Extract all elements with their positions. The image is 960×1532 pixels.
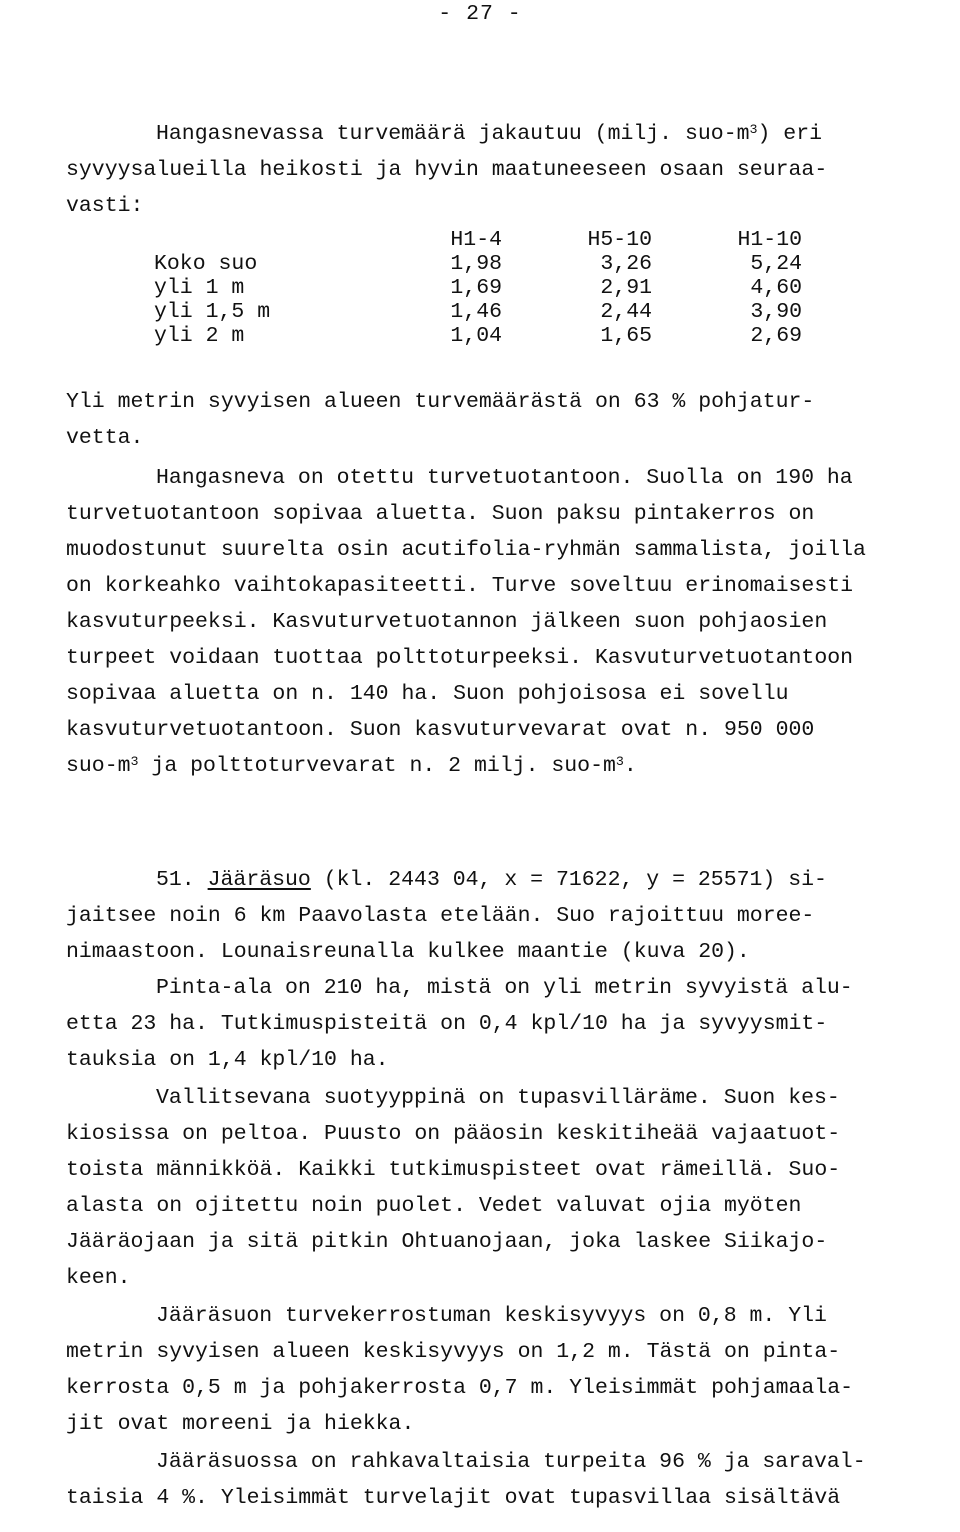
- text-line: alasta on ojitettu noin puolet. Vedet valuvat ojia myöten: [66, 1194, 802, 1218]
- text-line: jit ovat moreeni ja hiekka.: [66, 1412, 415, 1436]
- table-header-cell: H1-10: [737, 228, 802, 252]
- text-line: jaitsee noin 6 km Paavolasta etelään. Suo rajoittuu moree-: [66, 904, 815, 928]
- table-cell: 1,65: [600, 324, 652, 348]
- hangasneva-paragraph: [66, 460, 960, 784]
- turvelajit-paragraph: [66, 1444, 960, 1516]
- text-line: on korkeahko vaihtokapasiteetti. Turve soveltuu erinomaisesti: [66, 574, 854, 598]
- table-cell: 2,44: [600, 300, 652, 324]
- text-line: Yli metrin syvyisen alueen turvemäärästä on 63 % pohjatur-: [66, 390, 815, 414]
- table-cell: 1,69: [450, 276, 502, 300]
- text-line: suo-$m^3$ ja polttoturvevarat n. 2 milj. suo-$m^3$.: [66, 754, 637, 778]
- text-line: metrin syvyisen alueen keskisyvyys on 1,2 m. Tästä on pinta-: [66, 1340, 841, 1364]
- text-line: toista männikköä. Kaikki tutkimuspisteet ovat rämeillä. Suo-: [66, 1158, 841, 1182]
- table-cell: 1,04: [450, 324, 502, 348]
- text-line: keen.: [66, 1266, 131, 1290]
- page-number: - 27 -: [438, 2, 522, 26]
- text-line: Jääräojaan ja sitä pitkin Ohtuanojaan, joka laskee Siikajo-: [66, 1230, 828, 1254]
- table-row: [154, 300, 802, 324]
- table-header-cell: H1-4: [450, 228, 502, 252]
- text-line: Jääräsuossa on rahkavaltaisia turpeita 96 % ja saraval-: [156, 1450, 866, 1474]
- text-line: Vallitsevana suotyyppinä on tupasvilläräme. Suon kes-: [156, 1086, 840, 1110]
- table-cell: yli 1,5 m: [154, 300, 271, 324]
- table-header-cell: H5-10: [587, 228, 652, 252]
- text-line: kasvuturvetuotantoon. Suon kasvuturvevarat ovat n. 950 000: [66, 718, 815, 742]
- pohjaturve-paragraph: [66, 384, 960, 456]
- text-line: vetta.: [66, 426, 144, 450]
- text-line: Pinta-ala on 210 ha, mistä on yli metrin syvyistä alu-: [156, 976, 853, 1000]
- text-line: kasvuturpeeksi. Kasvuturvetuotannon jälkeen suon pohjaosien: [66, 610, 828, 634]
- text-line: kerrosta 0,5 m ja pohjakerrosta 0,7 m. Yleisimmät pohjamaala-: [66, 1376, 854, 1400]
- table-cell: 2,91: [600, 276, 652, 300]
- table-cell: yli 2 m: [154, 324, 245, 348]
- table-cell: 3,26: [600, 252, 652, 276]
- table-cell: 4,60: [750, 276, 802, 300]
- table-row: [154, 252, 802, 276]
- table-cell: 2,69: [750, 324, 802, 348]
- table-cell: Koko suo: [154, 252, 258, 276]
- text-line: Jääräsuon turvekerrostuman keskisyvyys on 0,8 m. Yli: [156, 1304, 827, 1328]
- text-line: muodostunut suurelta osin acutifolia-ryhmän sammalista, joilla: [66, 538, 866, 562]
- table-header-cell: [154, 228, 334, 252]
- peat-volume-table: [154, 228, 802, 348]
- suotyyppi-paragraph: [66, 1080, 960, 1296]
- table-row: [154, 324, 802, 348]
- section-number: 51.: [156, 868, 208, 892]
- table-cell: 3,90: [750, 300, 802, 324]
- intro-paragraph: [66, 116, 960, 224]
- table-cell: 1,98: [450, 252, 502, 276]
- text-line: turpeet voidaan tuottaa polttoturpeeksi. Kasvuturvetuotantoon: [66, 646, 854, 670]
- text-line: syvyysalueilla heikosti ja hyvin maatuneeseen osaan seuraa-: [66, 158, 828, 182]
- turvekerrostuma-paragraph: [66, 1298, 960, 1442]
- text-line: sopivaa aluetta on n. 140 ha. Suon pohjoisosa ei sovellu: [66, 682, 789, 706]
- text-line: vasti:: [66, 194, 144, 218]
- table-cell: 1,46: [450, 300, 502, 324]
- section-heading-line: 51. Jääräsuo (kl. 2443 04, x = 71622, y = 25571) si-: [156, 868, 827, 892]
- text-line: etta 23 ha. Tutkimuspisteitä on 0,4 kpl/10 ha ja syvyysmit-: [66, 1012, 828, 1036]
- table-row: [154, 276, 802, 300]
- section-title: Jääräsuo: [207, 868, 311, 892]
- text-line: taisia 4 %. Yleisimmät turvelajit ovat tupasvillaa sisältävä: [66, 1486, 841, 1510]
- table-header-row: [154, 228, 802, 252]
- text-line: kiosissa on peltoa. Puusto on pääosin keskitiheää vajaatuot-: [66, 1122, 841, 1146]
- table-cell: 5,24: [750, 252, 802, 276]
- section-51-jaarasuo: [66, 862, 960, 970]
- text-line: nimaastoon. Lounaisreunalla kulkee maantie (kuva 20).: [66, 940, 750, 964]
- text-line: Hangasnevassa turvemäärä jakautuu (milj. suo-$m^3$) eri: [156, 122, 823, 146]
- text-line: tauksia on 1,4 kpl/10 ha.: [66, 1048, 389, 1072]
- text-line: Hangasneva on otettu turvetuotantoon. Suolla on 190 ha: [156, 466, 853, 490]
- pinta-ala-paragraph: [66, 970, 960, 1078]
- table-cell: yli 1 m: [154, 276, 245, 300]
- text-line: turvetuotantoon sopivaa aluetta. Suon paksu pintakerros on: [66, 502, 815, 526]
